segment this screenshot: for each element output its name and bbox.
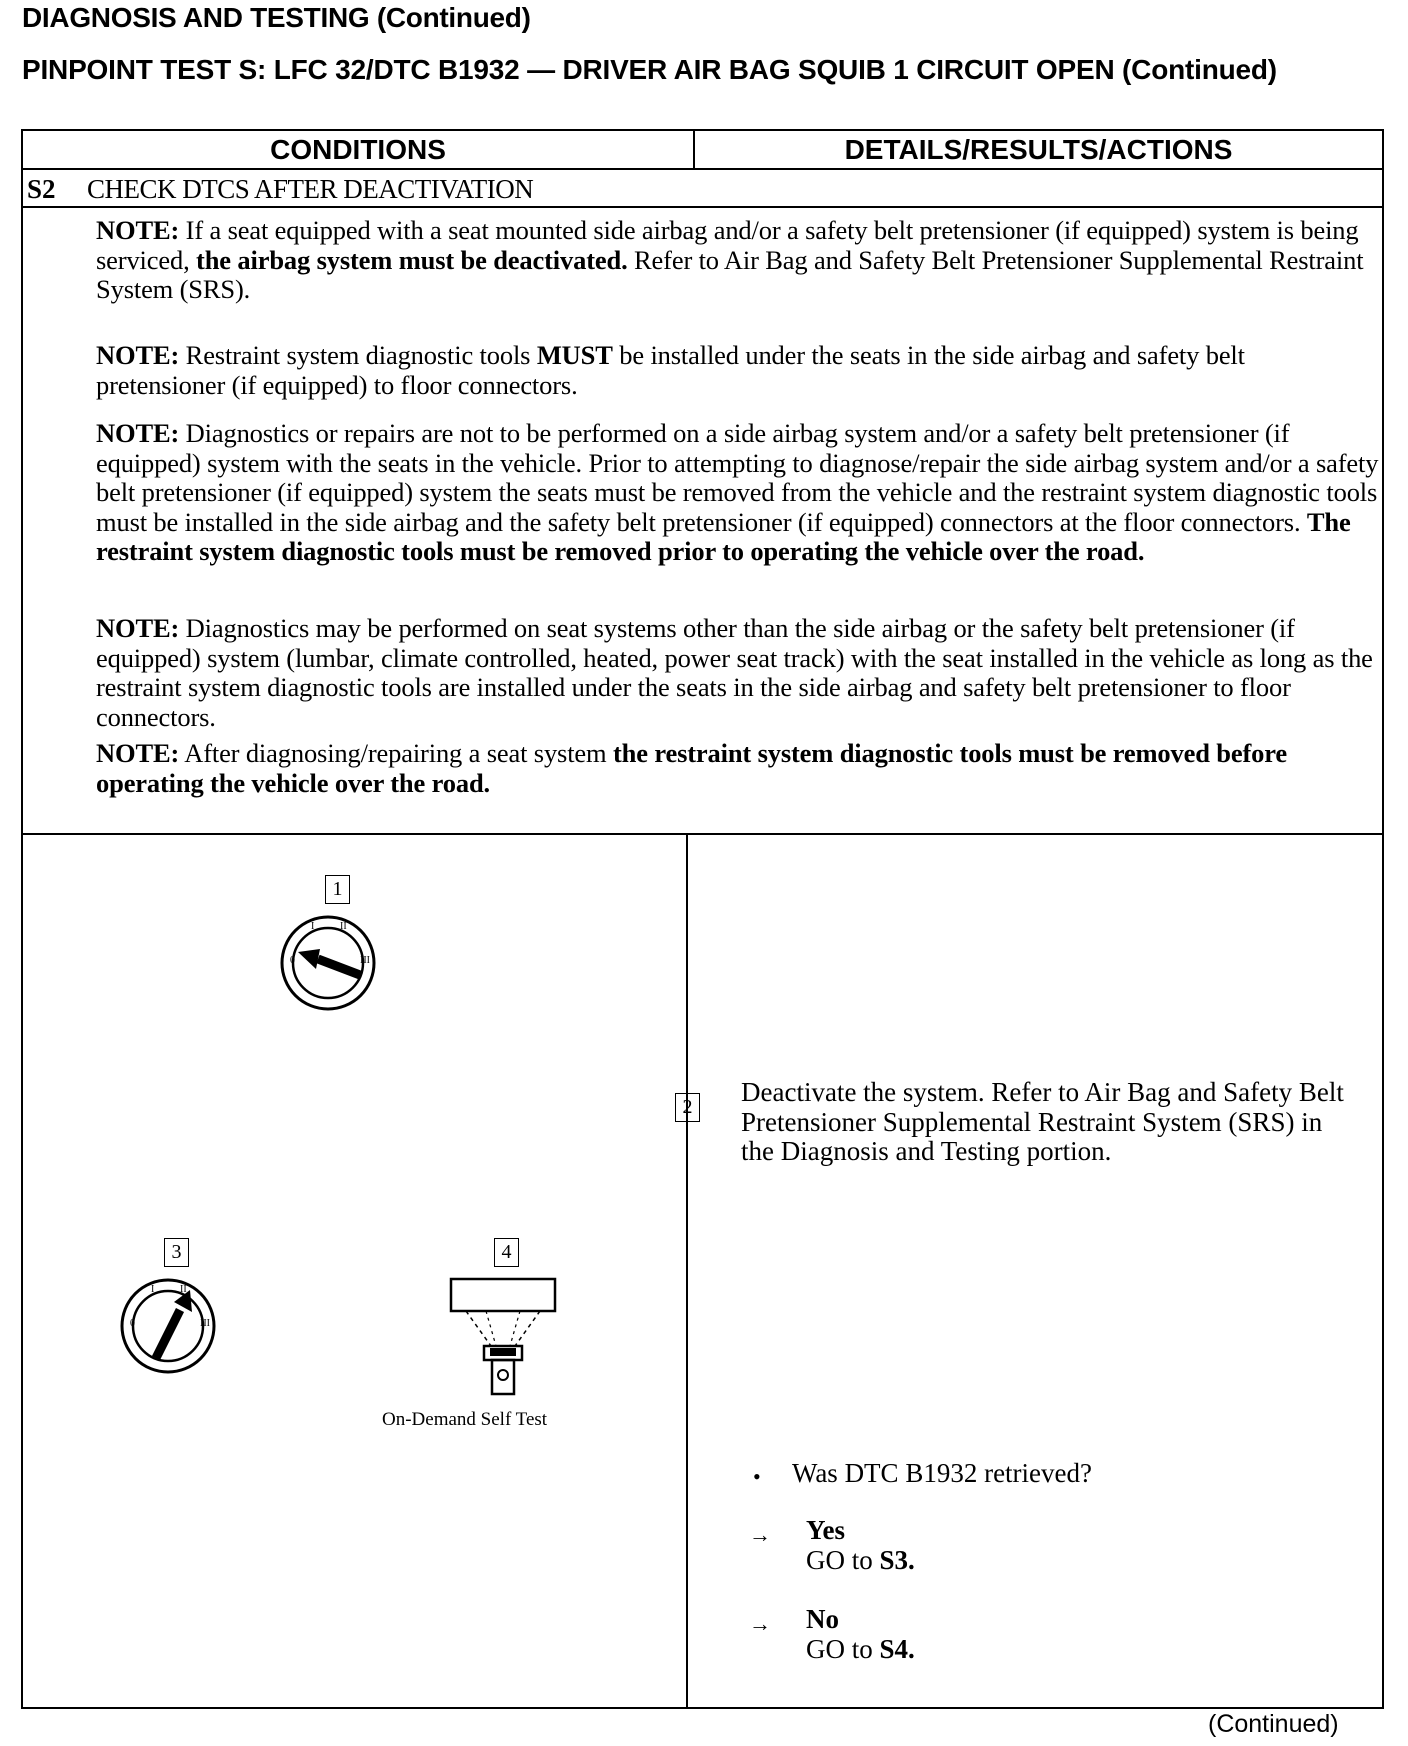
continued-marker: (Continued) xyxy=(1208,1710,1339,1738)
ignition-mark-iii: III xyxy=(200,1318,210,1329)
ignition-mark-i: I xyxy=(311,921,315,932)
note xyxy=(96,341,1379,400)
callout-4: 4 xyxy=(494,1238,519,1267)
note-text: After diagnosing/repairing a seat system xyxy=(179,738,613,768)
goto-text: GO to xyxy=(806,1545,880,1575)
note-emphasis: MUST xyxy=(536,340,613,370)
note-label: NOTE: xyxy=(96,340,180,370)
scan-tool-caption: On-Demand Self Test xyxy=(382,1409,548,1430)
ignition-mark-0: 0 xyxy=(290,955,295,966)
note-emphasis: the airbag system must be deactivated. xyxy=(196,244,628,275)
pinpoint-test-title: PINPOINT TEST S: LFC 32/DTC B1932 — DRIVER AIR BAG SQUIB 1 CIRCUIT OPEN (Continued) xyxy=(22,54,1277,85)
note-text: Diagnostics or repairs are not to be performed on a side airbag system and/or a safety belt pretensioner (if equipped) system with the seats in the vehicle. Prior to attempting to diagnose/repair the side airbag system and/or a safety belt pretensioner (if equipped) system the seats must be removed from the vehicle and the restraint system diagnostic tools must be installed in the side airbag and the safety belt pretensioner (if equipped) connectors at the floor connectors. xyxy=(96,418,1379,537)
step-row xyxy=(23,170,1382,208)
table-header-row xyxy=(23,131,1382,170)
callout-1: 1 xyxy=(325,875,350,904)
yes-result-label: Yes xyxy=(806,1515,845,1545)
conditions-illustration-cell xyxy=(23,835,688,1707)
note-text: If a seat equipped with a seat mounted side airbag and/or a safety belt pretensioner (if equipped) system is being serviced, xyxy=(96,215,1359,275)
note xyxy=(96,739,1379,798)
note-text: Restraint system diagnostic tools xyxy=(179,340,537,370)
no-result-action xyxy=(806,1634,915,1665)
section-title: DIAGNOSIS AND TESTING (Continued) xyxy=(22,2,531,33)
note-text: be installed under the seats in the side airbag and safety belt pretensioner (if equipped) to floor connectors. xyxy=(96,340,1245,400)
goto-text: GO to xyxy=(806,1634,880,1664)
scan-tool-icon xyxy=(448,1276,558,1401)
goto-link-s4[interactable]: S4. xyxy=(879,1634,915,1664)
details-header: DETAILS/RESULTS/ACTIONS xyxy=(844,134,1233,165)
ignition-mark-ii: II xyxy=(180,1284,187,1295)
question-text: Was DTC B1932 retrieved? xyxy=(792,1458,1092,1488)
ignition-mark-iii: III xyxy=(360,955,370,966)
note-emphasis: The restraint system diagnostic tools must be removed prior to operating the vehicle over the road. xyxy=(96,506,1351,566)
ignition-switch-off-icon xyxy=(278,913,378,1013)
note-label: NOTE: xyxy=(96,418,180,448)
note xyxy=(96,216,1379,305)
goto-link-s3[interactable]: S3. xyxy=(879,1545,915,1575)
step-title: CHECK DTCS AFTER DEACTIVATION xyxy=(87,174,534,204)
arrow-right-icon: → xyxy=(749,1611,771,1636)
pinpoint-test-table xyxy=(21,129,1384,1709)
ignition-mark-ii: II xyxy=(340,921,347,932)
ignition-switch-run-icon xyxy=(118,1276,218,1376)
callout-2: 2 xyxy=(675,1093,700,1122)
note-text: Refer to Air Bag and Safety Belt Pretensioner Supplemental Restraint System (SRS). xyxy=(96,244,1364,304)
conditions-header: CONDITIONS xyxy=(23,131,695,168)
note-emphasis: the restraint system diagnostic tools must be removed before operating the vehicle over the road. xyxy=(96,738,1288,798)
details-cell xyxy=(688,835,1382,1707)
yes-result-action xyxy=(806,1545,915,1576)
notes-area xyxy=(23,208,1382,835)
bullet-icon: • xyxy=(753,1464,761,1489)
note-label: NOTE: xyxy=(96,215,180,245)
ignition-mark-0: 0 xyxy=(130,1318,135,1329)
action-instruction: Deactivate the system. Refer to Air Bag and Safety Belt Pretensioner Supplemental Restraint System (SRS) in the Diagnosis and Testing portion. xyxy=(741,1077,1344,1166)
callout-3: 3 xyxy=(164,1238,189,1267)
note-text: Diagnostics may be performed on seat systems other than the side airbag or the safety belt pretensioner (if equipped) system (lumbar, climate controlled, heated, power seat track) with the seat installed in the vehicle as long as the restraint system diagnostic tools are installed under the seats in the side airbag and safety belt pretensioner to floor connectors. xyxy=(96,613,1373,732)
note-label: NOTE: xyxy=(96,613,180,643)
ignition-mark-i: I xyxy=(151,1284,155,1295)
note xyxy=(96,419,1379,567)
arrow-right-icon: → xyxy=(749,1522,771,1547)
note xyxy=(96,614,1379,732)
step-id: S2 xyxy=(27,174,56,204)
no-result-label: No xyxy=(806,1604,839,1634)
note-label: NOTE: xyxy=(96,738,180,768)
